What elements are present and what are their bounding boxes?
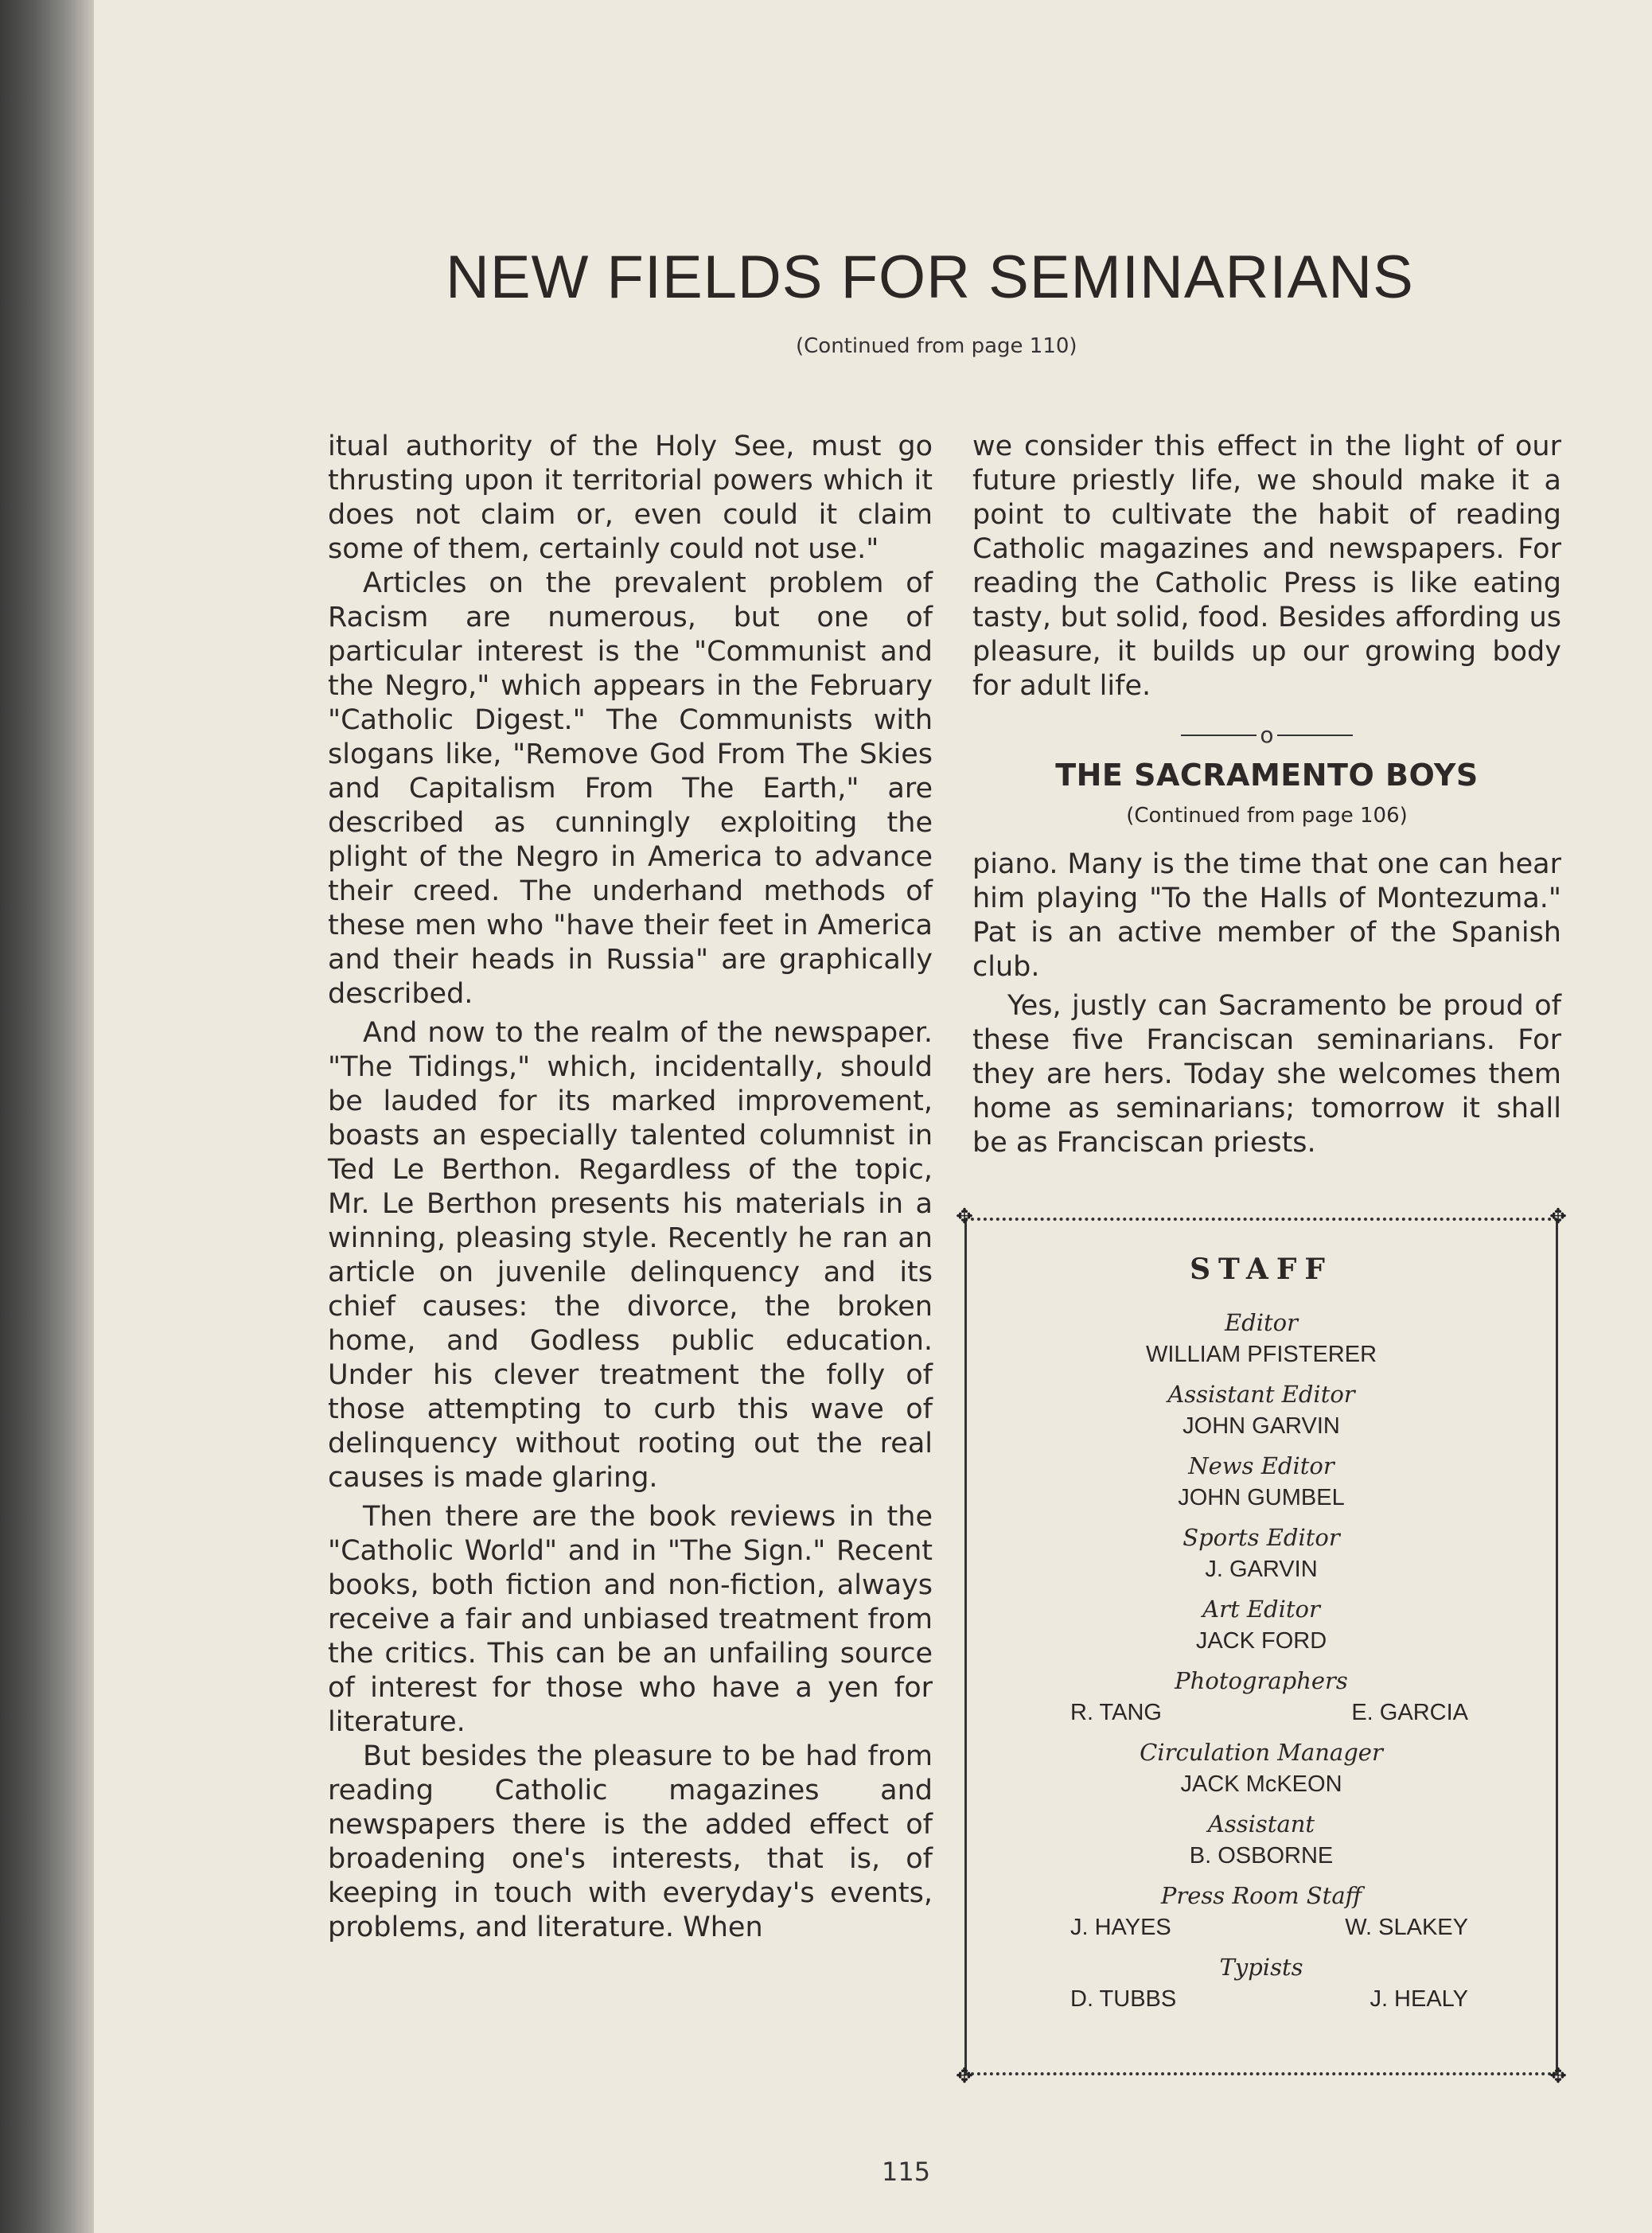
staff-title: STAFF [1190, 1253, 1333, 1286]
staff-name-pair [967, 1911, 1556, 1943]
staff-name: JACK McKEON [1180, 1771, 1342, 1797]
staff-role: Circulation Manager [1140, 1739, 1383, 1766]
book-binding-edge [0, 0, 94, 2233]
staff-role: Assistant Editor [1167, 1381, 1355, 1408]
page-subtitle: (Continued from page 110) [796, 334, 1077, 358]
staff-list [967, 1253, 1556, 2015]
staff-role: Photographers [1175, 1667, 1348, 1694]
staff-name: JACK FORD [1195, 1628, 1327, 1654]
staff-name-pair [967, 1983, 1556, 2015]
staff-name: JOHN GARVIN [1183, 1413, 1340, 1439]
staff-name: WILLIAM PFISTERER [1145, 1342, 1377, 1367]
right-paragraph-3: Yes, justly can Sacramento be proud of these five Franciscan seminarians. For they are hers. Today she welcomes them home as seminarians; tomorrow it shall be as Franciscan priests. [972, 990, 1561, 1159]
corner-ornament-icon: ✥ [956, 2064, 973, 2088]
staff-role: Typists [1219, 1954, 1303, 1981]
right-paragraph-1: we consider this effect in the light of our future priestly life, we should make it a point to cultivate the habit of reading Catholic magazines and newspapers. For reading the Catholic Press is like eating tasty, but solid, food. Besides affording us pleasure, it builds up our growing body for adult life. [972, 431, 1561, 702]
staff-role: Assistant [1207, 1810, 1315, 1837]
staff-name: W. SLAKEY [1345, 1915, 1468, 1940]
left-paragraph-1: itual authority of the Holy See, must go thrusting upon it territorial powers which it does not claim or, even could it claim some of them, certainly could not use." [328, 431, 933, 565]
right-column [972, 430, 1561, 1160]
staff-name: JOHN GUMBEL [1178, 1485, 1345, 1510]
staff-name: J. HAYES [1070, 1915, 1171, 1940]
staff-role: News Editor [1188, 1452, 1334, 1479]
staff-role: Press Room Staff [1160, 1882, 1362, 1909]
left-column [328, 430, 933, 1945]
staff-name: J. HEALY [1370, 1986, 1468, 2012]
left-paragraph-3: And now to the realm of the newspaper. "The Tidings," which, incidentally, should be lauded for its marked improvement, boasts an especially talented columnist in Ted Le Berthon. Regardless of the topic, Mr. Le Berthon presents his materials in a winning, pleasing style. Recently he ran an article on juvenile delinquency and its chief causes: the divorce, the broken home, and Godless public education. Under his clever treatment the folly of those attempting to curb this wave of delinquency without rooting out the real causes is made glaring. [328, 1017, 933, 1494]
staff-role: Art Editor [1202, 1596, 1320, 1623]
staff-name-pair [967, 1697, 1556, 1728]
left-paragraph-5: But besides the pleasure to be had from reading Catholic magazines and newspapers there is the added effect of broadening one's interests, that is, of keeping in touch with everyday's events, problems, and literature. When [328, 1740, 933, 1943]
page-number: 115 [882, 2157, 931, 2187]
left-paragraph-4: Then there are the book reviews in the "Catholic World" and in "The Sign." Recent books, both fiction and non-fiction, always receive a fair and unbiased treatment from the critics. This can be an unfailing source of interest for those who have a yen for literature. [328, 1501, 933, 1738]
corner-ornament-icon: ✥ [1549, 2064, 1567, 2088]
staff-box [956, 1205, 1567, 2088]
staff-name: J. GARVIN [1205, 1557, 1318, 1582]
section-title: THE SACRAMENTO BOYS [1055, 758, 1479, 793]
page-title: NEW FIELDS FOR SEMINARIANS [446, 244, 1414, 311]
staff-name: R. TANG [1070, 1700, 1162, 1725]
staff-name: E. GARCIA [1351, 1700, 1468, 1725]
section-subtitle: (Continued from page 106) [1126, 804, 1408, 828]
right-paragraph-2: piano. Many is the time that one can hear him playing "To the Halls of Montezuma." Pat is an active member of the Spanish club. [972, 848, 1561, 983]
left-paragraph-2: Articles on the prevalent problem of Racism are numerous, but one of particular interest is the "Communist and the Negro," which appears in the February "Catholic Digest." The Communists with slogans like, "Remove God From The Skies and Capitalism From The Earth," are described as cunningly exploiting the plight of the Negro in America to advance their creed. The underhand methods of these men who "have their feet in America and their heads in Russia" are graphically described. [328, 567, 933, 1010]
staff-name: D. TUBBS [1070, 1986, 1177, 2012]
section-divider: o [972, 718, 1561, 752]
corner-ornament-icon: ✥ [956, 1205, 973, 1229]
staff-role: Editor [1225, 1309, 1298, 1336]
staff-name: B. OSBORNE [1189, 1843, 1334, 1869]
staff-role: Sports Editor [1183, 1524, 1340, 1551]
corner-ornament-icon: ✥ [1549, 1205, 1567, 1229]
